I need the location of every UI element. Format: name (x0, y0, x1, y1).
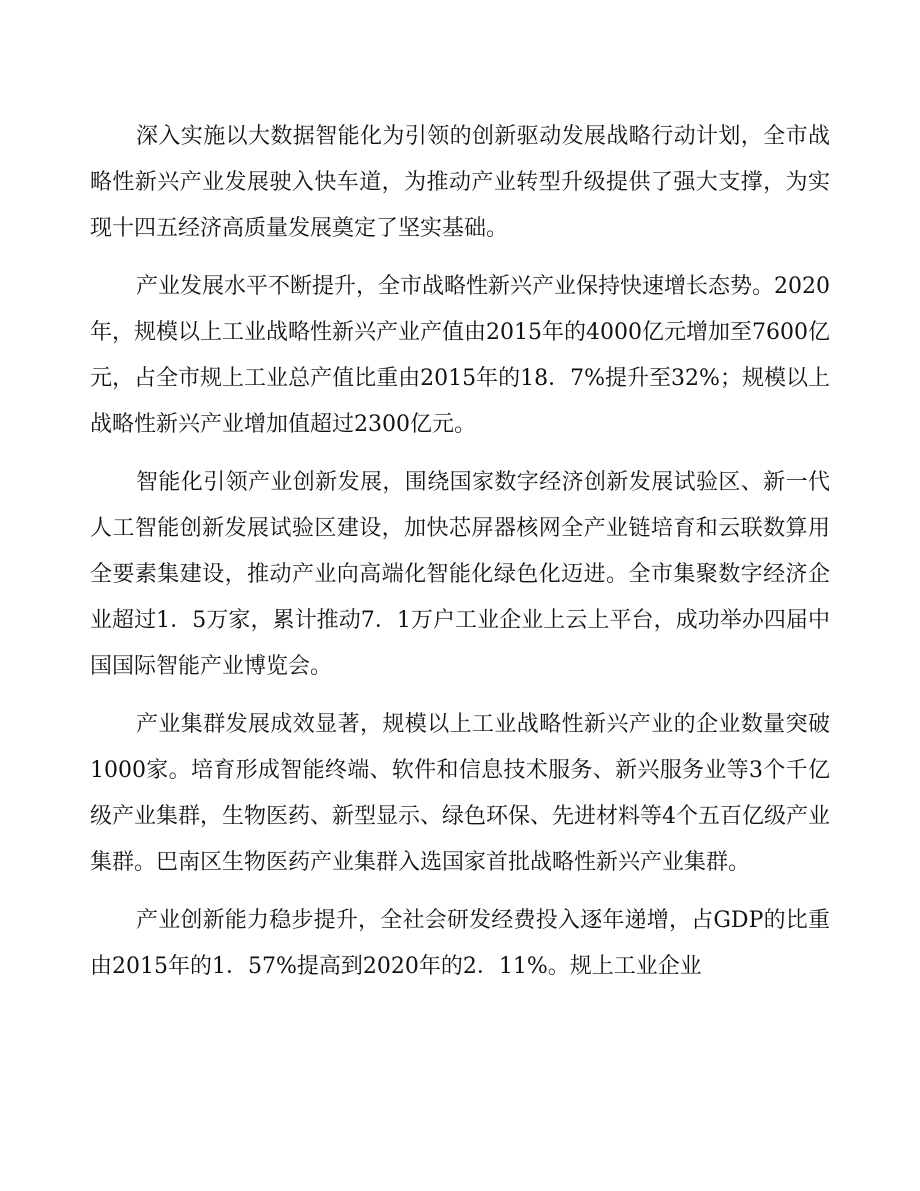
document-body (90, 114, 830, 1002)
paragraph-5: 产业创新能力稳步提升，全社会研发经费投入逐年递增，占GDP的比重由2015年的1．57%提高到2020年的2．11%。规上工业企业 (90, 908, 830, 979)
paragraph-2: 产业发展水平不断提升，全市战略性新兴产业保持快速增长态势。2020年，规模以上工业战略性新兴产业产值由2015年的4000亿元增加至7600亿元，占全市规上工业总产值比重由2015年的18．7%提升至32%；规模以上战略性新兴产业增加值超过2300亿元。 (90, 274, 830, 437)
paragraph-4: 产业集群发展成效显著，规模以上工业战略性新兴产业的企业数量突破1000家。培育形成智能终端、软件和信息技术服务、新兴服务业等3个千亿级产业集群，生物医药、新型显示、绿色环保、先进材料等4个五百亿级产业集群。巴南区生物医药产业集群入选国家首批战略性新兴产业集群。 (90, 712, 830, 875)
paragraph-3: 智能化引领产业创新发展，围绕国家数字经济创新发展试验区、新一代人工智能创新发展试验区建设，加快芯屏器核网全产业链培育和云联数算用全要素集建设，推动产业向高端化智能化绿色化迈进。全市集聚数字经济企业超过1．5万家，累计推动7．1万户工业企业上云上平台，成功举办四届中国国际智能产业博览会。 (90, 470, 830, 679)
paragraph-1: 深入实施以大数据智能化为引领的创新驱动发展战略行动计划，全市战略性新兴产业发展驶入快车道，为推动产业转型升级提供了强大支撑，为实现十四五经济高质量发展奠定了坚实基础。 (90, 124, 830, 241)
